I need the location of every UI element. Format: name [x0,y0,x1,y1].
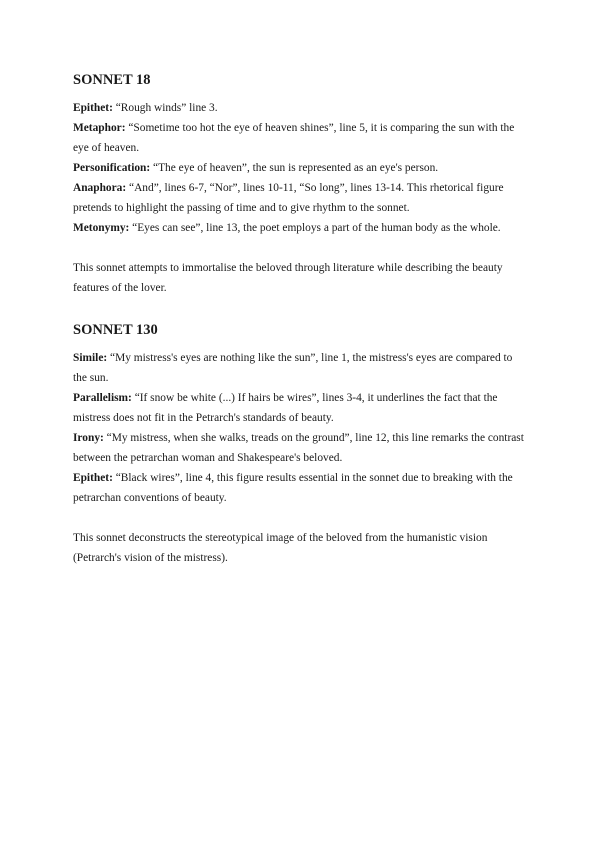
figure-entry [73,98,529,118]
figure-term: Epithet: [73,472,113,484]
figure-entry [73,388,529,428]
figure-entry [73,348,529,388]
figure-text: “If snow be white (...) If hairs be wires”, lines 3-4, it underlines the fact that the mistress does not fit in the Petrarch's standards of beauty. [73,392,498,424]
figure-text: “Sometime too hot the eye of heaven shines”, line 5, it is comparing the sun with the eye of heaven. [73,122,515,154]
sonnet-18-section [73,70,529,298]
figure-entry [73,178,529,218]
figure-text: “My mistress, when she walks, treads on the ground”, line 12, this line remarks the contrast between the petrarchan woman and Shakespeare's beloved. [73,432,524,464]
figure-entry [73,158,529,178]
figure-entry [73,118,529,158]
section-title: SONNET 18 [73,72,151,88]
document-page [73,70,529,568]
figure-text: “Rough winds” line 3. [112,102,218,114]
figure-text: “Black wires”, line 4, this figure results essential in the sonnet due to breaking with the petrarchan conventions of beauty. [73,472,513,504]
figure-term: Anaphora: [73,182,127,194]
figure-term: Simile: [73,352,108,364]
sonnet-130-section [73,320,529,568]
figure-entry [73,468,529,508]
section-summary: This sonnet deconstructs the stereotypical image of the beloved from the humanistic vision (Petrarch's vision of the mistress). [73,532,488,564]
figure-text: “Eyes can see”, line 13, the poet employs a part of the human body as the whole. [129,222,501,234]
figure-text: “And”, lines 6-7, “Nor”, lines 10-11, “So long”, lines 13-14. This rhetorical figure pretends to highlight the passing of time and to give rhythm to the sonnet. [73,182,504,214]
section-summary: This sonnet attempts to immortalise the beloved through literature while describing the beauty features of the lover. [73,262,503,294]
figure-term: Metaphor: [73,122,126,134]
figure-term: Metonymy: [73,222,130,234]
figure-entry [73,218,529,238]
figure-term: Parallelism: [73,392,132,404]
figure-term: Personification: [73,162,151,174]
figure-term: Epithet: [73,102,113,114]
figure-term: Irony: [73,432,104,444]
figure-text: “The eye of heaven”, the sun is represented as an eye's person. [150,162,439,174]
figure-entry [73,428,529,468]
figure-text: “My mistress's eyes are nothing like the sun”, line 1, the mistress's eyes are compared to the sun. [73,352,513,384]
section-title: SONNET 130 [73,322,158,338]
